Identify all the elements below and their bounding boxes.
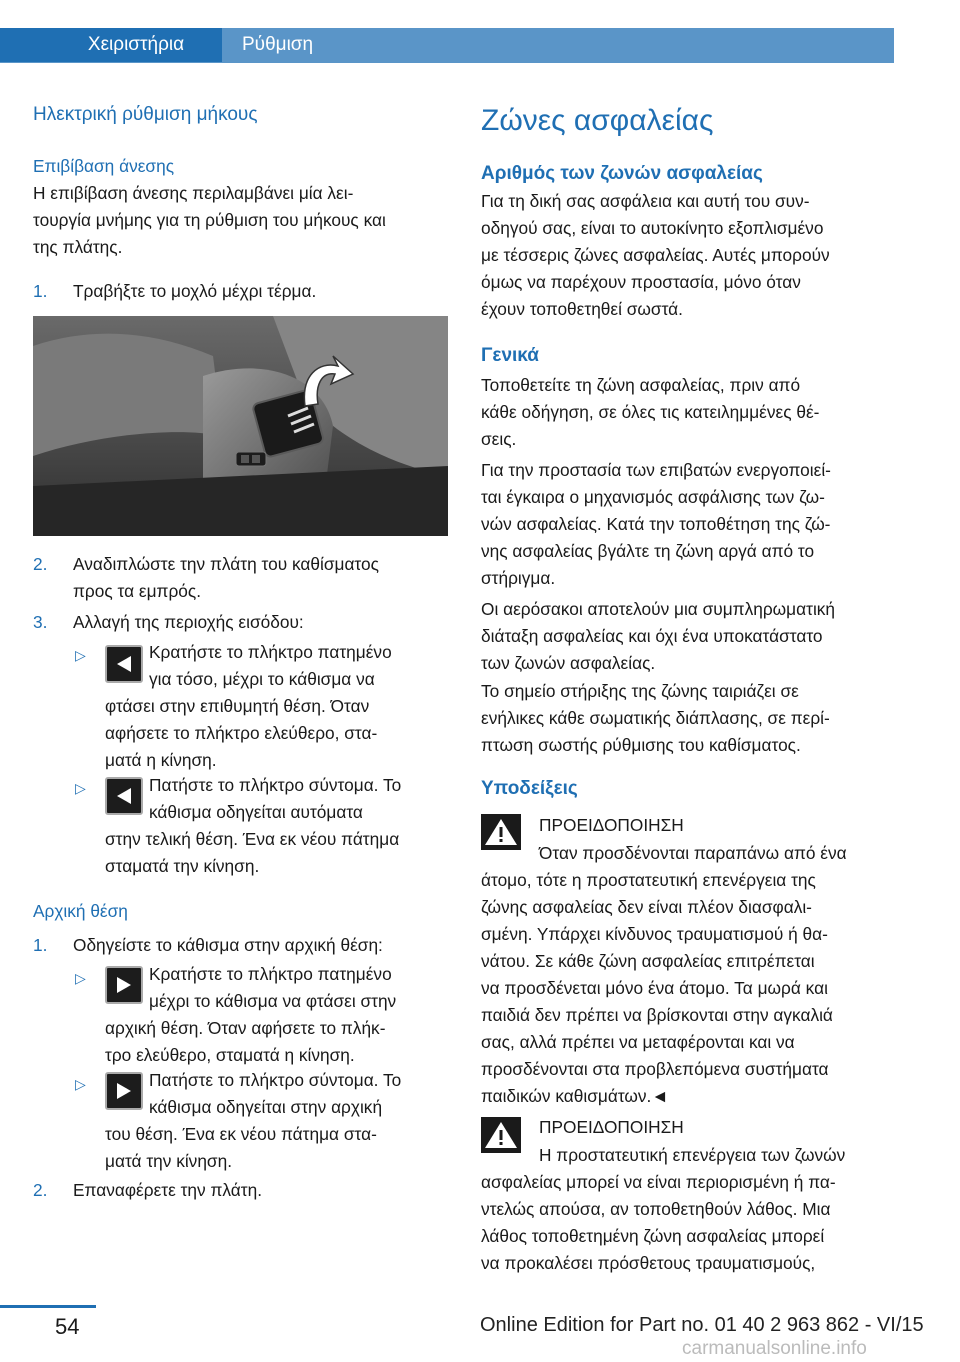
step-number: 1. [33, 935, 48, 955]
bullet-triangle-icon: ▷ [75, 1076, 86, 1092]
step-text: Αλλαγή της περιοχής εισόδου: [73, 612, 304, 632]
seat-forward-button-icon [105, 1072, 143, 1110]
bullet-triangle-icon: ▷ [75, 780, 86, 796]
belt-count-text: Για τη δική σας ασφάλεια και αυτή του συν- οδηγού σας, είναι το αυτοκίνητο εξοπλισμένο με τέσσερις ζώνες ασφαλείας. Αυτές μπορούν όμως να παρέχουν προστασία, μόνο όταν έχουν τοποθετηθεί σωστά. [481, 191, 830, 319]
subsection-title-easy-entry: Επιβίβαση άνεσης [33, 156, 175, 176]
easy-entry-intro: Η επιβίβαση άνεσης περιλαμβάνει μία λει- τουργία μνήμης για τη ρύθμιση του μήκους και της πλάτης. [33, 183, 386, 257]
tab-adjustment-label: Ρύθμιση [242, 34, 314, 55]
step-text: Οδηγείστε το κάθισμα στην αρχική θέση: [73, 935, 383, 955]
step-text: Τραβήξτε το μοχλό μέχρι τέρμα. [73, 281, 317, 301]
subsection-title-general: Γενικά [481, 345, 539, 366]
subsection-title-belt-count: Αριθμός των ζωνών ασφαλείας [481, 163, 763, 184]
subsection-title-home-position: Αρχική θέση [33, 901, 128, 921]
general-paragraph: Τοποθετείτε τη ζώνη ασφαλείας, πριν από κάθε οδήγηση, σε όλες τις κατειλημμένες θέ- σεις. [481, 375, 820, 449]
bullet-triangle-icon: ▷ [75, 970, 86, 986]
page-header [0, 0, 960, 62]
warning-text: άτομο, τότε η προστατευτική επενέργεια της ζώνης ασφαλείας δεν είναι πλέον διασφαλι- σμένη. Υπάρχει κίνδυνος τραυματισμού ή θα- νάτου. Σε κάθε ζώνη ασφαλείας επιτρέπεται να προσδένεται μόνο ένα άτομο. Τα μωρά και παιδιά δεν πρέπει να βρίσκονται στην αγκαλιά σας, αλλά πρέπει να μεταφέρονται και να προσδένονται στα προβλεπόμενα συστήματα παιδικών καθισμάτων.◄ [481, 870, 833, 1106]
subsection-title-tips: Υποδείξεις [481, 778, 578, 799]
tab-controls-label: Χειριστήρια [87, 34, 185, 55]
edition-note: Online Edition for Part no. 01 40 2 963 862 - VI/15 [480, 1314, 924, 1336]
watermark: carmanualsonline.info [682, 1338, 867, 1359]
warning-triangle-icon [481, 814, 521, 850]
step-number: 3. [33, 612, 48, 632]
warning-text: ασφαλείας μπορεί να είναι περιορισμένη ή πα- ντελώς απούσα, αν τοποθετηθούν λάθος. Μια λάθος τοποθετημένη ζώνη ασφαλείας μπορεί να προκαλέσει πρόσθετους τραυματισμούς, [481, 1172, 836, 1273]
step-number: 2. [33, 554, 48, 574]
seat-back-button-icon [105, 645, 143, 683]
warning-triangle-icon [481, 1117, 521, 1153]
bullet-triangle-icon: ▷ [75, 647, 86, 663]
general-paragraph: Για την προστασία των επιβατών ενεργοποιεί- ται έγκαιρα ο μηχανισμός ασφάλισης των ζω- νών ασφαλείας. Κατά την τοποθέτηση της ζώ- νης ασφαλείας βγάλτε τη ζώνη αργά από το στήριγμα. [481, 460, 831, 588]
step-text: Επαναφέρετε την πλάτη. [73, 1180, 263, 1200]
general-paragraph: Το σημείο στήριξης της ζώνης ταιριάζει σε ενήλικες κάθε σωματικής διάπλασης, σε περί- πτωση σωστής ρύθμισης του καθίσματος. [481, 681, 830, 755]
tab-controls[interactable] [0, 28, 222, 62]
tab-adjustment[interactable] [222, 28, 894, 62]
footer-divider [0, 1305, 96, 1308]
seat-lever-photo [33, 316, 448, 536]
warning-label: ΠΡΟΕΙΔΟΠΟΙΗΣΗ [539, 1117, 684, 1137]
header-divider [0, 62, 894, 63]
seat-forward-button-icon [105, 966, 143, 1004]
page-number: 54 [55, 1314, 80, 1339]
step-number: 2. [33, 1180, 48, 1200]
section-title-seat-belts: Ζώνες ασφαλείας [481, 104, 714, 137]
warning-label: ΠΡΟΕΙΔΟΠΟΙΗΣΗ [539, 815, 684, 835]
general-paragraph: Οι αερόσακοι αποτελούν μια συμπληρωματική διάταξη ασφαλείας και όχι ένα υποκατάστατο των ζωνών ασφαλείας. [481, 599, 836, 673]
seat-back-button-icon [105, 777, 143, 815]
step-number: 1. [33, 281, 48, 301]
section-title-seat-length: Ηλεκτρική ρύθμιση μήκους [33, 104, 258, 125]
step-text: Αναδιπλώστε την πλάτη του καθίσματος προς τα εμπρός. [73, 554, 379, 601]
